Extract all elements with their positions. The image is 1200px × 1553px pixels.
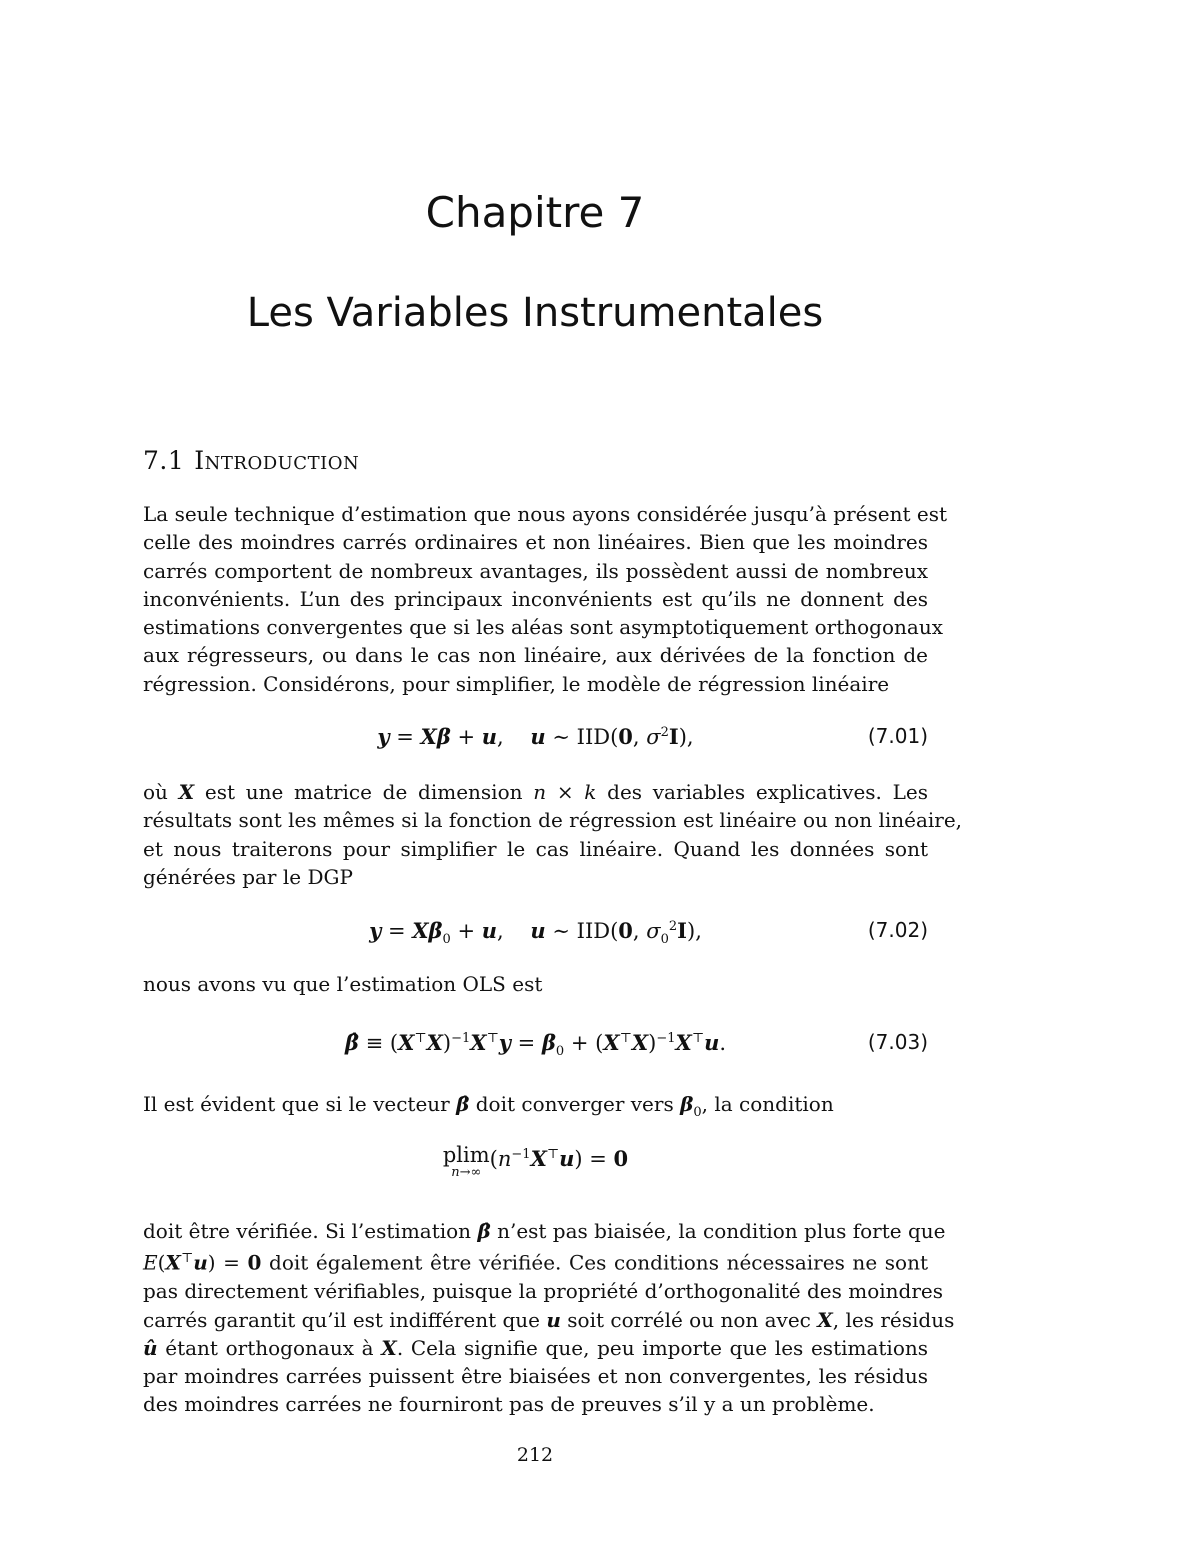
text-line: celle des moindres carrés ordinaires et non linéaires. Bien que les moindres: [143, 530, 928, 555]
text-line: pas directement vérifiables, puisque la propriété d’orthogonalité des moindres: [143, 1279, 943, 1304]
equation-body: y = Xβ + u, u ∼ IID(0, $\sigma^2I$),: [377, 724, 694, 749]
text-line: carrés comportent de nombreux avantages, ils possèdent aussi de nombreux: [143, 558, 928, 583]
text-line: régression. Considérons, pour simplifier, le modèle de régression linéaire: [143, 671, 890, 696]
paragraph-verification: [143, 1217, 955, 1419]
section-number: 7.1: [143, 446, 185, 475]
section-heading: [143, 446, 359, 475]
paragraph-explanatory: [143, 778, 963, 891]
equation-number: (7.01): [867, 724, 928, 748]
chapter-label: Chapitre 7: [425, 188, 645, 237]
text-line: doit être vérifiée. Si l’estimation β̂ n’est pas biaisée, la condition plus forte que: [143, 1219, 946, 1243]
paragraph-ols: [143, 970, 928, 998]
equation-7-02: [143, 918, 928, 952]
equation-body: plim n→∞ $(n^{-1}X^⊤u) = 0$: [442, 1143, 629, 1180]
text-line: La seule technique d’estimation que nous ayons considérée jusqu’à présent est: [143, 502, 947, 526]
text-line: résultats sont les mêmes si la fonction de régression est linéaire ou non linéaire,: [143, 808, 963, 833]
text-line: û étant orthogonaux à X. Cela signifie que, peu importe que les estimations: [143, 1335, 929, 1360]
equation-body: $y = X\beta_0 + u$, u ∼ IID(0, $\sigma_0^2I$),: [369, 918, 702, 948]
text-line: et nous traiterons pour simplifier le cas linéaire. Quand les données sont: [143, 836, 928, 861]
equation-body: β̂ ≡ $(X^⊤X)^{-1}X^⊤y = \beta_0 + (X^⊤X)^{-1}X^⊤u$.: [344, 1030, 727, 1060]
chapter-title: Les Variables Instrumentales: [246, 290, 824, 336]
equation-number: (7.02): [867, 918, 928, 942]
text-line: inconvénients. L’un des principaux inconvénients est qu’ils ne donnent des: [143, 586, 928, 611]
text-line: aux régresseurs, ou dans le cas non linéaire, aux dérivées de la fonction de: [143, 643, 928, 668]
text-line: estimations convergentes que si les aléas sont asymptotiquement orthogonaux: [143, 615, 943, 640]
text-line: E(X⊤u) = 0 doit également être vérifiée. Ces conditions nécessaires ne sont: [143, 1250, 928, 1275]
equation-7-03: [143, 1030, 928, 1064]
equation-number: (7.03): [867, 1030, 928, 1054]
text-line: carrés garantit qu’il est indifférent que u soit corrélé ou non avec X, les résidus: [143, 1307, 955, 1332]
text-line: Il est évident que si le vecteur β̂ doit converger vers $\beta_0$, la condition: [143, 1092, 834, 1120]
page-number: 212: [516, 1444, 554, 1466]
paragraph-intro: [143, 500, 947, 698]
text-line: nous avons vu que l’estimation OLS est: [143, 972, 543, 996]
section-title: Introduction: [194, 446, 360, 475]
equation-plim: [143, 1143, 928, 1180]
text-line: où X est une matrice de dimension n × k des variables explicatives. Les: [143, 780, 928, 804]
paragraph-convergence: [143, 1090, 928, 1127]
text-line: générées par le DGP: [143, 864, 353, 889]
equation-7-01: [143, 724, 928, 758]
text-line: par moindres carrées puissent être biaisées et non convergentes, les résidus: [143, 1364, 928, 1389]
text-line: des moindres carrées ne fourniront pas de preuves s’il y a un problème.: [143, 1392, 875, 1417]
